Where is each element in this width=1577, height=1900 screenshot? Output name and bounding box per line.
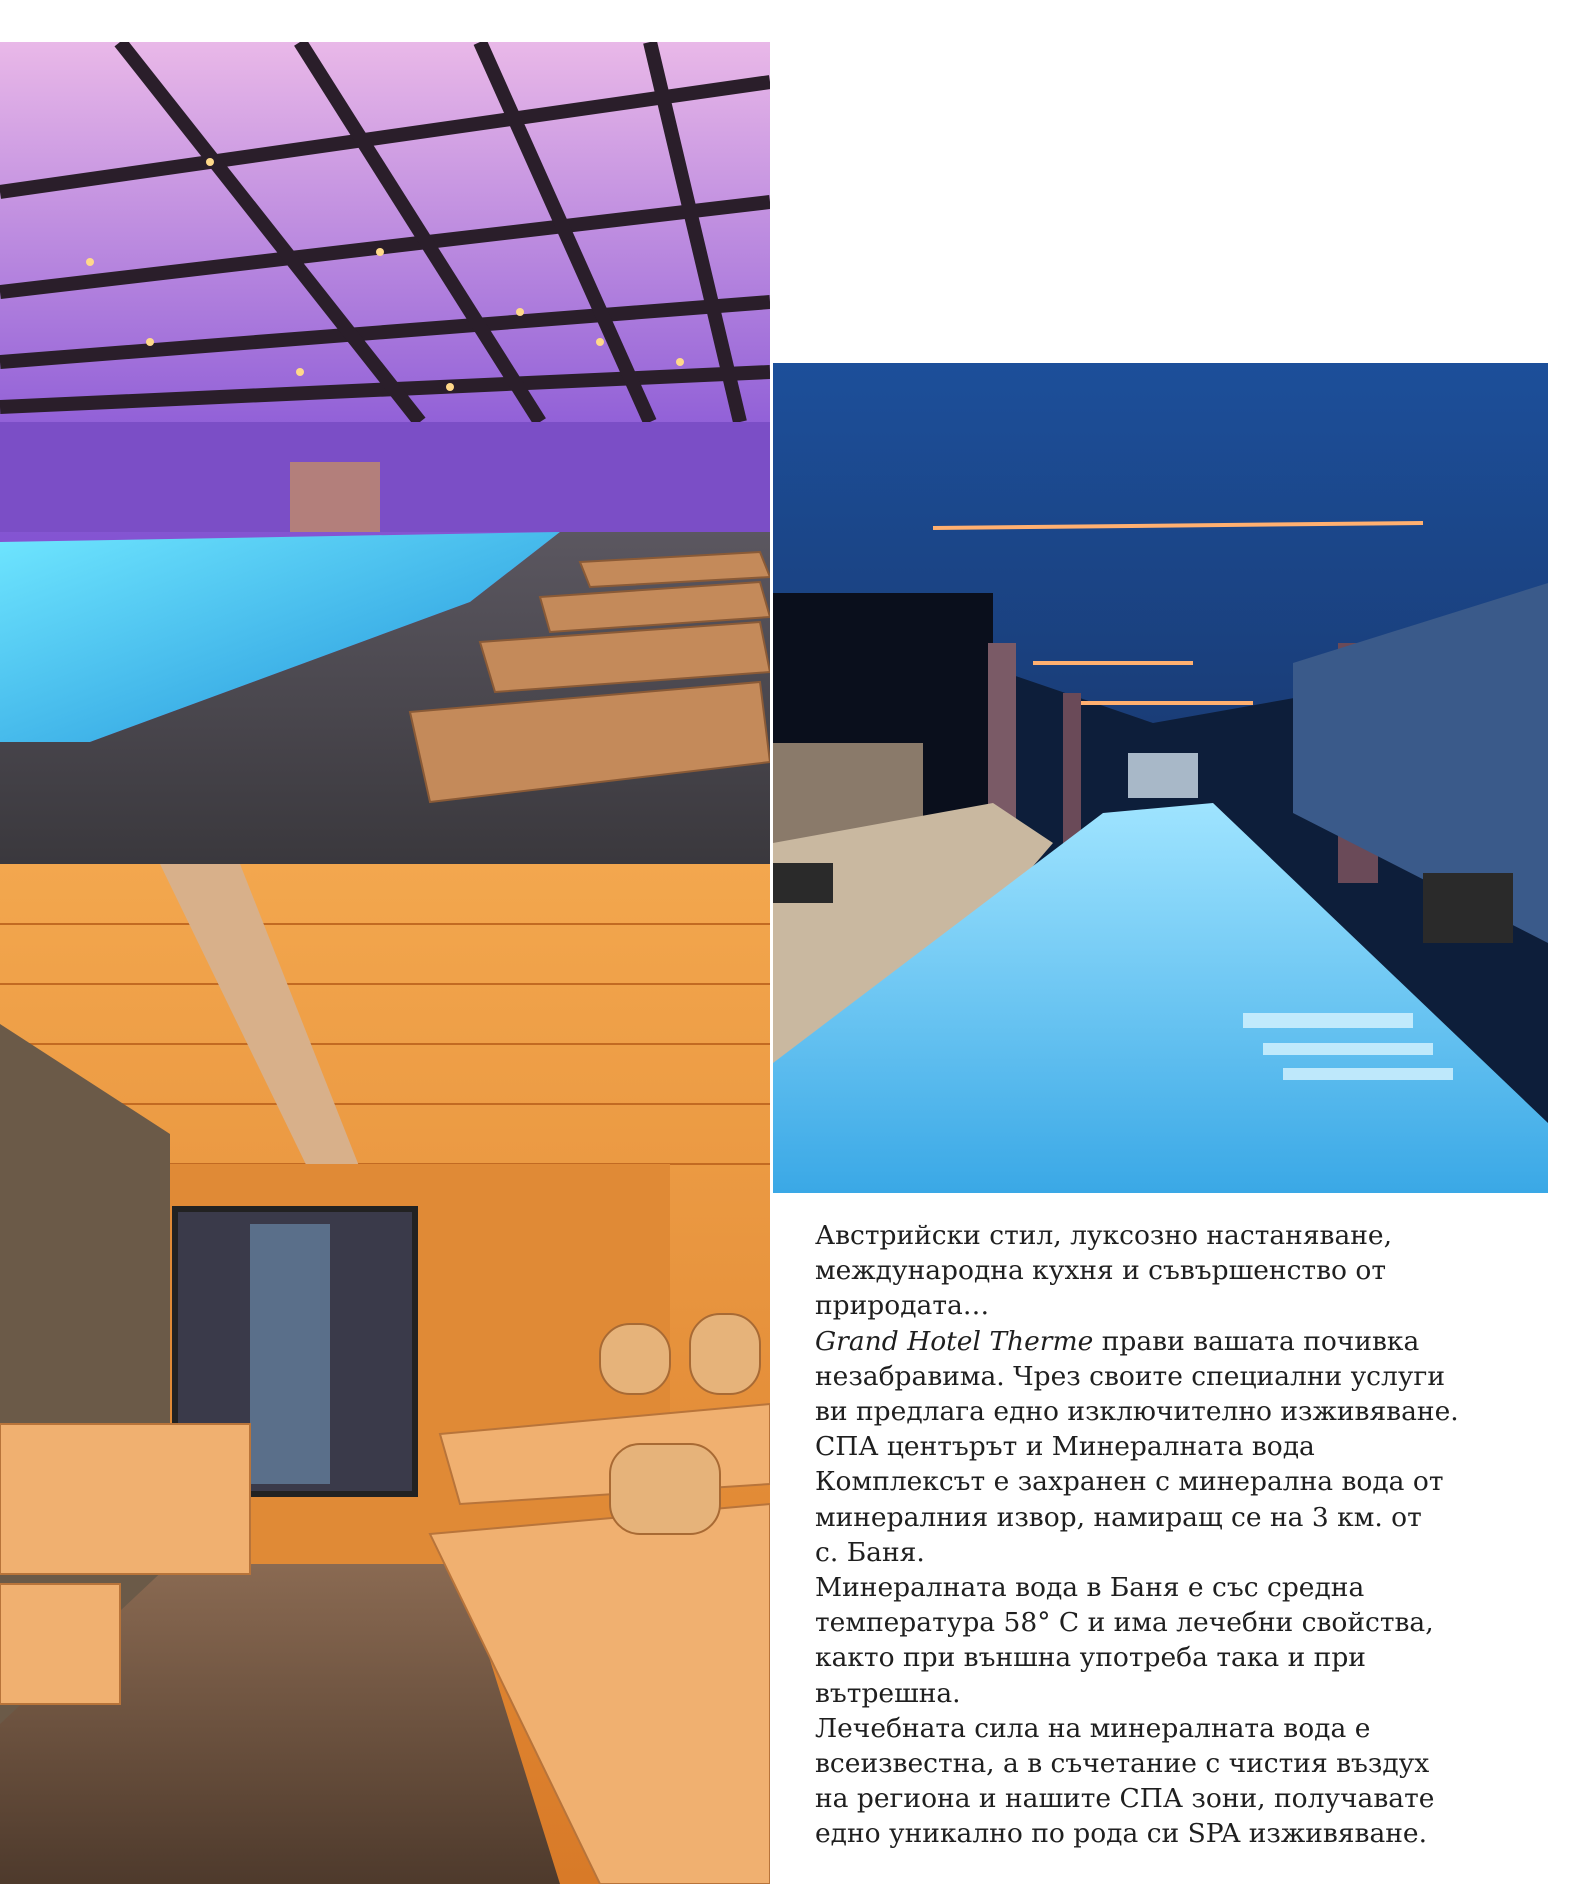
- article-line: минералния извор, намиращ се на 3 км. от: [815, 1501, 1422, 1533]
- hotel-line-rest: прави вашата почивка: [1093, 1325, 1420, 1357]
- article-line: с. Баня.: [815, 1536, 925, 1568]
- article-line: на региона и нашите СПА зони, получавате: [815, 1783, 1435, 1815]
- sauna-photo: [0, 864, 770, 1884]
- article-line: Минералната вода в Баня е със средна: [815, 1572, 1365, 1604]
- indoor-pool-photo: [0, 42, 770, 864]
- article-line: незабравима. Чрез своите специални услуги: [815, 1360, 1445, 1392]
- article-line: Лечебната сила на минералната вода е: [815, 1712, 1371, 1744]
- article-line: СПА центърът и Минералната вода: [815, 1431, 1315, 1463]
- article-line: едно уникално по рода си SPA изживяване.: [815, 1818, 1428, 1850]
- article-line: Австрийски стил, луксозно настаняване,: [815, 1220, 1393, 1251]
- article-line: Комплексът е захранен с минерална вода от: [815, 1466, 1444, 1498]
- article-line: вътрешна.: [815, 1677, 961, 1709]
- outdoor-pool-photo: [773, 363, 1548, 1193]
- hotel-line: [815, 1324, 1545, 1359]
- article-body: [815, 1218, 1545, 1852]
- article-line: международна кухня и съвършенство от: [815, 1255, 1386, 1287]
- article-line: температура 58° С и има лечебни свойства,: [815, 1607, 1434, 1639]
- article-line: както при външна употреба така и при: [815, 1642, 1366, 1674]
- article-line: ви предлага едно изключително изживяване.: [815, 1396, 1459, 1428]
- hotel-name: Grand Hotel Therme: [815, 1325, 1094, 1357]
- article-text: [815, 1218, 1545, 1852]
- article-line: всеизвестна, а в съчетание с чистия въздух: [815, 1748, 1430, 1780]
- article-line: природата…: [815, 1290, 990, 1322]
